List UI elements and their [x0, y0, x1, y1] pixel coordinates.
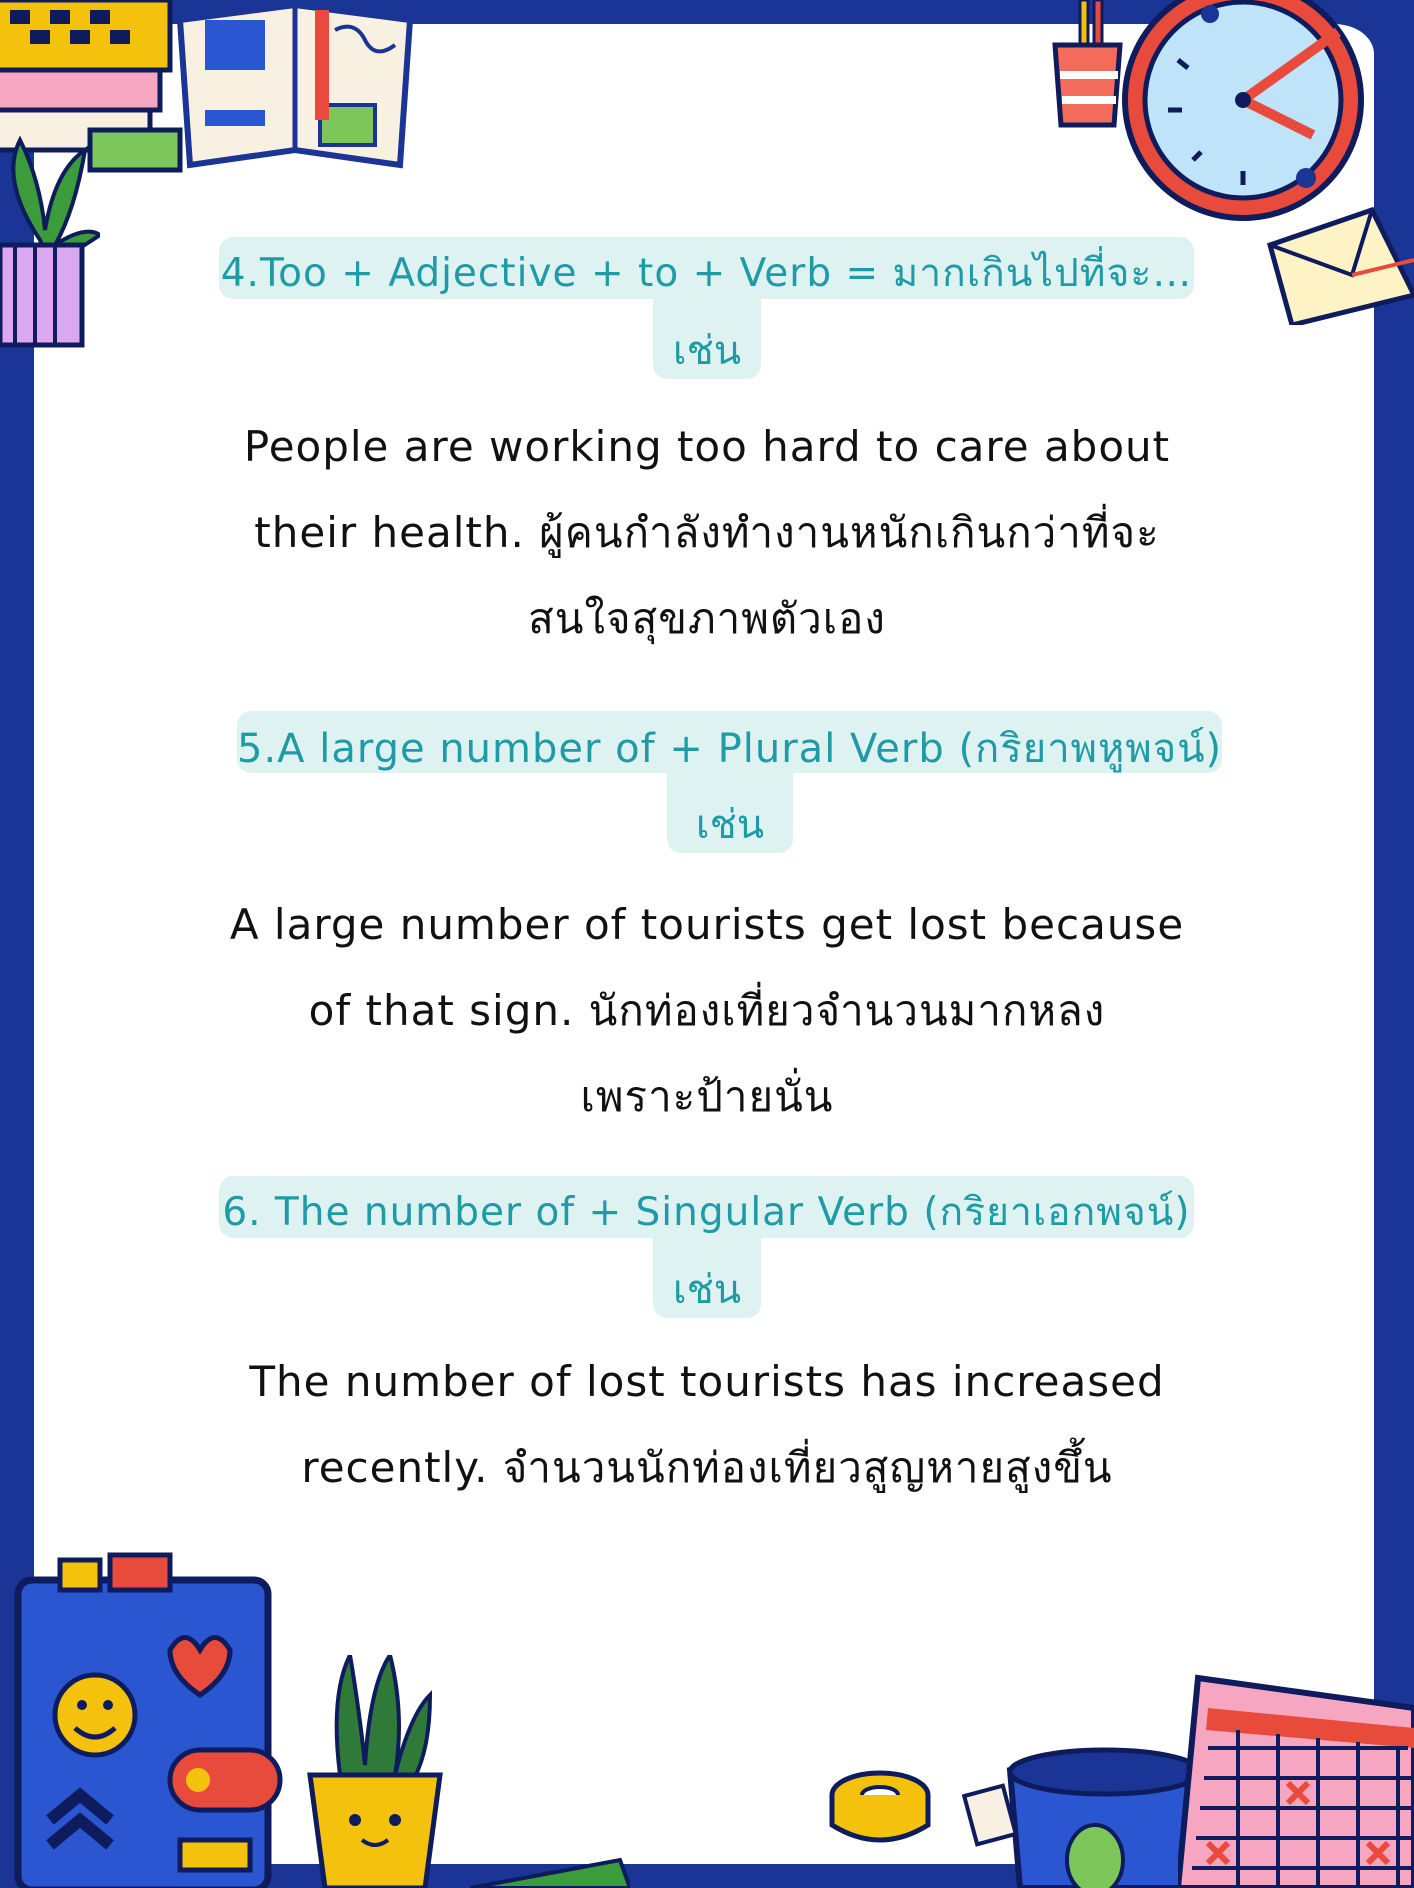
section-4-line-1: People are working too hard to care about: [243, 422, 1171, 471]
section-5-heading: 5.A large number of + Plural Verb (กริยาพหูพจน์): [237, 726, 1223, 772]
section-4-heading: 4.Too + Adjective + to + Verb = มากเกินไปที่จะ…: [220, 251, 1193, 296]
tape-icon: [470, 1855, 630, 1888]
calendar-icon: [1178, 1668, 1414, 1888]
cactus-cat-pot-icon: [300, 1655, 450, 1888]
section-5-example-label: เช่น: [695, 802, 765, 848]
section-6-line-2: recently. จำนวนนักท่องเที่ยวสูญหายสูงขึ้น: [301, 1443, 1113, 1492]
section-5-line-1: A large number of tourists get lost because: [229, 900, 1185, 949]
clock-icon: [1118, 0, 1378, 240]
envelope-icon: [1262, 205, 1414, 325]
plant-icon: [0, 130, 100, 350]
section-4-example-label: เช่น: [672, 328, 742, 374]
section-4-line-2: their health. ผู้คนกำลังทำงานหนักเกินกว่าที่จะ: [254, 508, 1160, 557]
section-6-line-1: The number of lost tourists has increased: [249, 1357, 1165, 1406]
section-5-line-2: of that sign. นักท่องเที่ยวจำนวนมากหลง: [308, 986, 1106, 1035]
section-5-line-3: เพราะป้ายนั่น: [580, 1072, 834, 1121]
section-6-heading: 6. The number of + Singular Verb (กริยาเอกพจน์): [222, 1190, 1191, 1235]
section-6-example-label: เช่น: [672, 1267, 742, 1313]
open-book-icon: [175, 0, 415, 180]
notebook-stickers-icon: [10, 1550, 300, 1888]
section-4-line-3: สนใจสุขภาพตัวเอง: [528, 594, 886, 643]
